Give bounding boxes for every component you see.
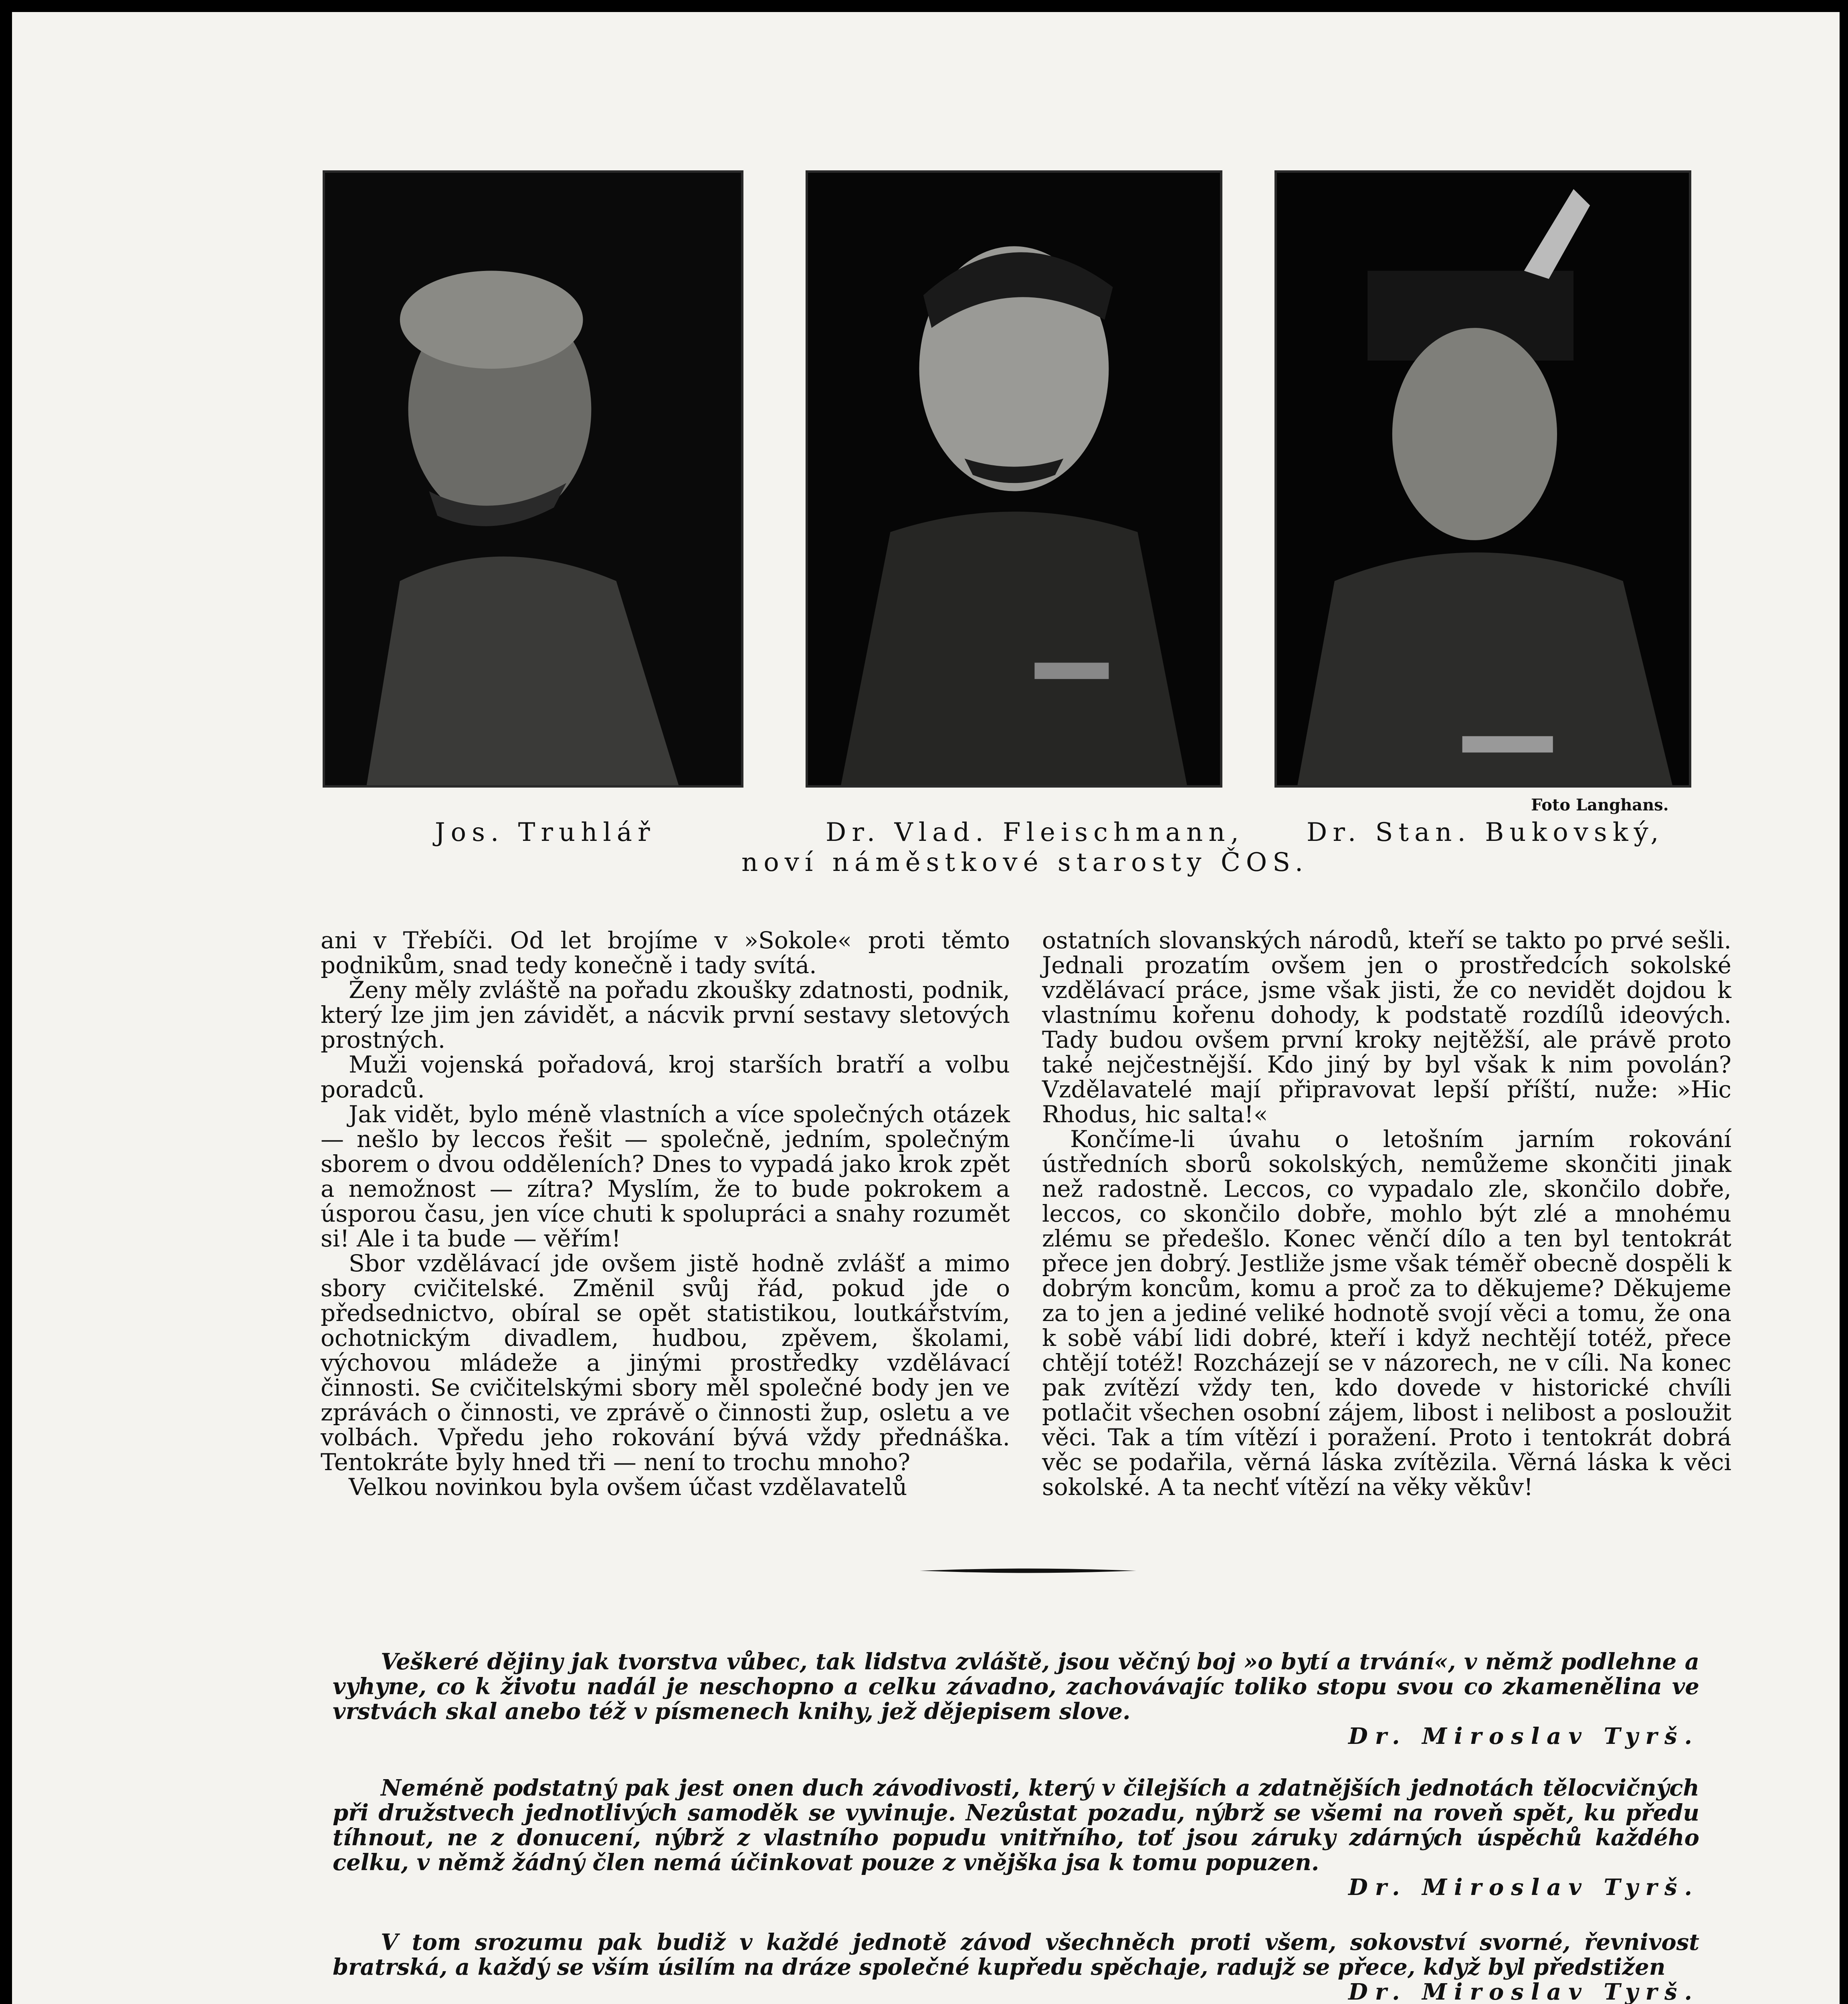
paragraph: Jak vidět, bylo méně vlastních a více společných otázek — nešlo by leccos řešit — společně, jedním, společným sborem o dvou odděleních? Dnes to vypadá jako krok zpět a nemožnost — zítra? Myslím, že to bude pokrokem a úsporou času, jen více chuti k spolupráci a snahy rozumět si! Ale i ta bude — věřím! (321, 1101, 1010, 1252)
tyrs-quote-3 (333, 1930, 1699, 2004)
caption-fleischmann: Dr. Vlad. Fleischmann, (826, 818, 1244, 847)
paragraph: Ženy měly zvláště na pořadu zkoušky zdatnosti, podnik, který lze jim jen závidět, a nácvik první sestavy sletových prostných. (321, 976, 1010, 1053)
paragraph: Muži vojenská pořadová, kroj starších bratří a volbu poradců. (321, 1051, 1010, 1103)
paragraph: Velkou novinkou byla ovšem účast vzdělavatelů (349, 1473, 907, 1501)
paragraph: Sbor vzdělávací jde ovšem jistě hodně zvlášť a mimo sbory cvičitelské. Změnil svůj řád, pokud jde o předsednictvo, obíral se opět statistikou, loutkářstvím, ochotnickým divadlem, hudbou, zpěvem, školami, výchovou mládeže a jinými prostředky vzdělávací činnosti. Se cvičitelskými sbory měl společné body jen ve zprávách o činnosti, ve zprávě o činnosti žup, osletu a ve volbách. Vpředu jeho rokování bývá vždy přednáška. Tentokráte byly hned tři — není to trochu mnoho? (321, 1250, 1010, 1476)
portrait-photo-truhlar (323, 170, 743, 788)
quote-text: Neméně podstatný pak jest onen duch závodivosti, který v čilejších a zdatnějších jednotách tělocvičných při družstvech jednotlivých samoděk se vyvinuje. Nezůstat pozadu, nýbrž se všemi na roveň spět, ku předu tíhnout, ne z donucení, nýbrž z vlastního popudu vnitřního, toť jsou záruky zdárných úspěchů každého celku, v němž žádný člen nemá účinkovat pouze z vnějška jsa k tomu popuzen. (333, 1775, 1699, 1876)
portrait-fleischmann-image (808, 173, 1220, 785)
paragraph: ostatních slovanských národů, kteří se takto po prvé sešli. Jednali prozatím ovšem jen o prostředcích sokolské vzdělávací práce, jsme však jisti, že co nevidět dojdou k vlastnímu kořenu dohody, k podstatě rozdílů ideových. Tady budou ovšem první kroky nejtěžší, ale právě proto také nejčestnější. Kdo jiný by byl však k nim povolán? Vzdělavatelé mají připravovat lepší příští, nuže: »Hic Rhodus, hic salta!« (1042, 927, 1731, 1128)
quote-author: Dr. Miroslav Tyrš. (1348, 1979, 1699, 2004)
tyrs-quote-2 (333, 1776, 1699, 1900)
quote-author: Dr. Miroslav Tyrš. (1348, 1723, 1699, 1749)
portrait-truhlar-image (325, 173, 741, 785)
paragraph: Končíme-li úvahu o letošním jarním rokování ústředních sborů sokolských, nemůžeme skončiti jinak než radostně. Leccos, co vypadalo zle, skončilo dobře, leccos, co skončilo dobře, mohlo být zlé a mnohému zlému se předešlo. Konec věnčí dílo a ten byl tentokrát přece jen dobrý. Jestliže jsme však téměř obecně dospěli k dobrým koncům, komu a proč za to děkujeme? Děkujeme za to jen a jediné veliké hodnotě svojí věci a tomu, že ona k sobě vábí lidi dobré, kteří i když nechtějí totéž, přece chtějí totéž! Rozcházejí se v názorech, ne v cíli. Na konec pak zvítězí vždy ten, kdo dovede v historické chvíli potlačit všechen osobní zájem, libost i nelibost a posloužit věci. Tak a tím vítězí i poražení. Proto i tentokrát dobrá věc se podařila, věrná láska zvítězila. Věrná láska k věci sokolské. A ta nechť vítězí na věky věkův! (1042, 1125, 1731, 1501)
photo-credit: Foto Langhans. (1531, 796, 1669, 814)
article-column-right (1042, 928, 1731, 1499)
article-column-left (321, 928, 1010, 1499)
portrait-bukovsky-image (1277, 173, 1689, 785)
caption-bukovsky: Dr. Stan. Bukovský, (1307, 818, 1664, 847)
caption-deputies: noví náměstkové starosty ČOS. (741, 848, 1309, 877)
caption-truhlar: Jos. Truhlář (435, 818, 656, 847)
quote-author: Dr. Miroslav Tyrš. (1348, 1874, 1699, 1901)
paragraph: ani v Třebíči. Od let brojíme v »Sokole« proti těmto podnikům, snad tedy konečně i tady svítá. (321, 927, 1010, 979)
portrait-photo-bukovsky (1274, 170, 1691, 788)
magazine-page (12, 12, 1840, 2004)
tyrs-quote-1 (333, 1649, 1699, 1749)
portrait-photo-fleischmann (806, 170, 1222, 788)
section-divider (920, 1567, 1136, 1574)
quote-text: Veškeré dějiny jak tvorstva vůbec, tak lidstva zvláště, jsou věčný boj »o bytí a trvání«, v němž podlehne a vyhyne, co k životu nadál je neschopno a celku závadno, zachovávajíc toliko stopu svou co zkamenělina ve vrstvách skal anebo též v písmenech knihy, jež dějepisem slove. (333, 1648, 1699, 1725)
quote-text: V tom srozumu pak budiž v každé jednotě závod všechněch proti všem, sokovství svorné, řevnivost bratrská, a každý se vším úsilím na dráze společné kupředu spěchaje, radujž se přece, když byl předstižen (333, 1929, 1699, 1980)
